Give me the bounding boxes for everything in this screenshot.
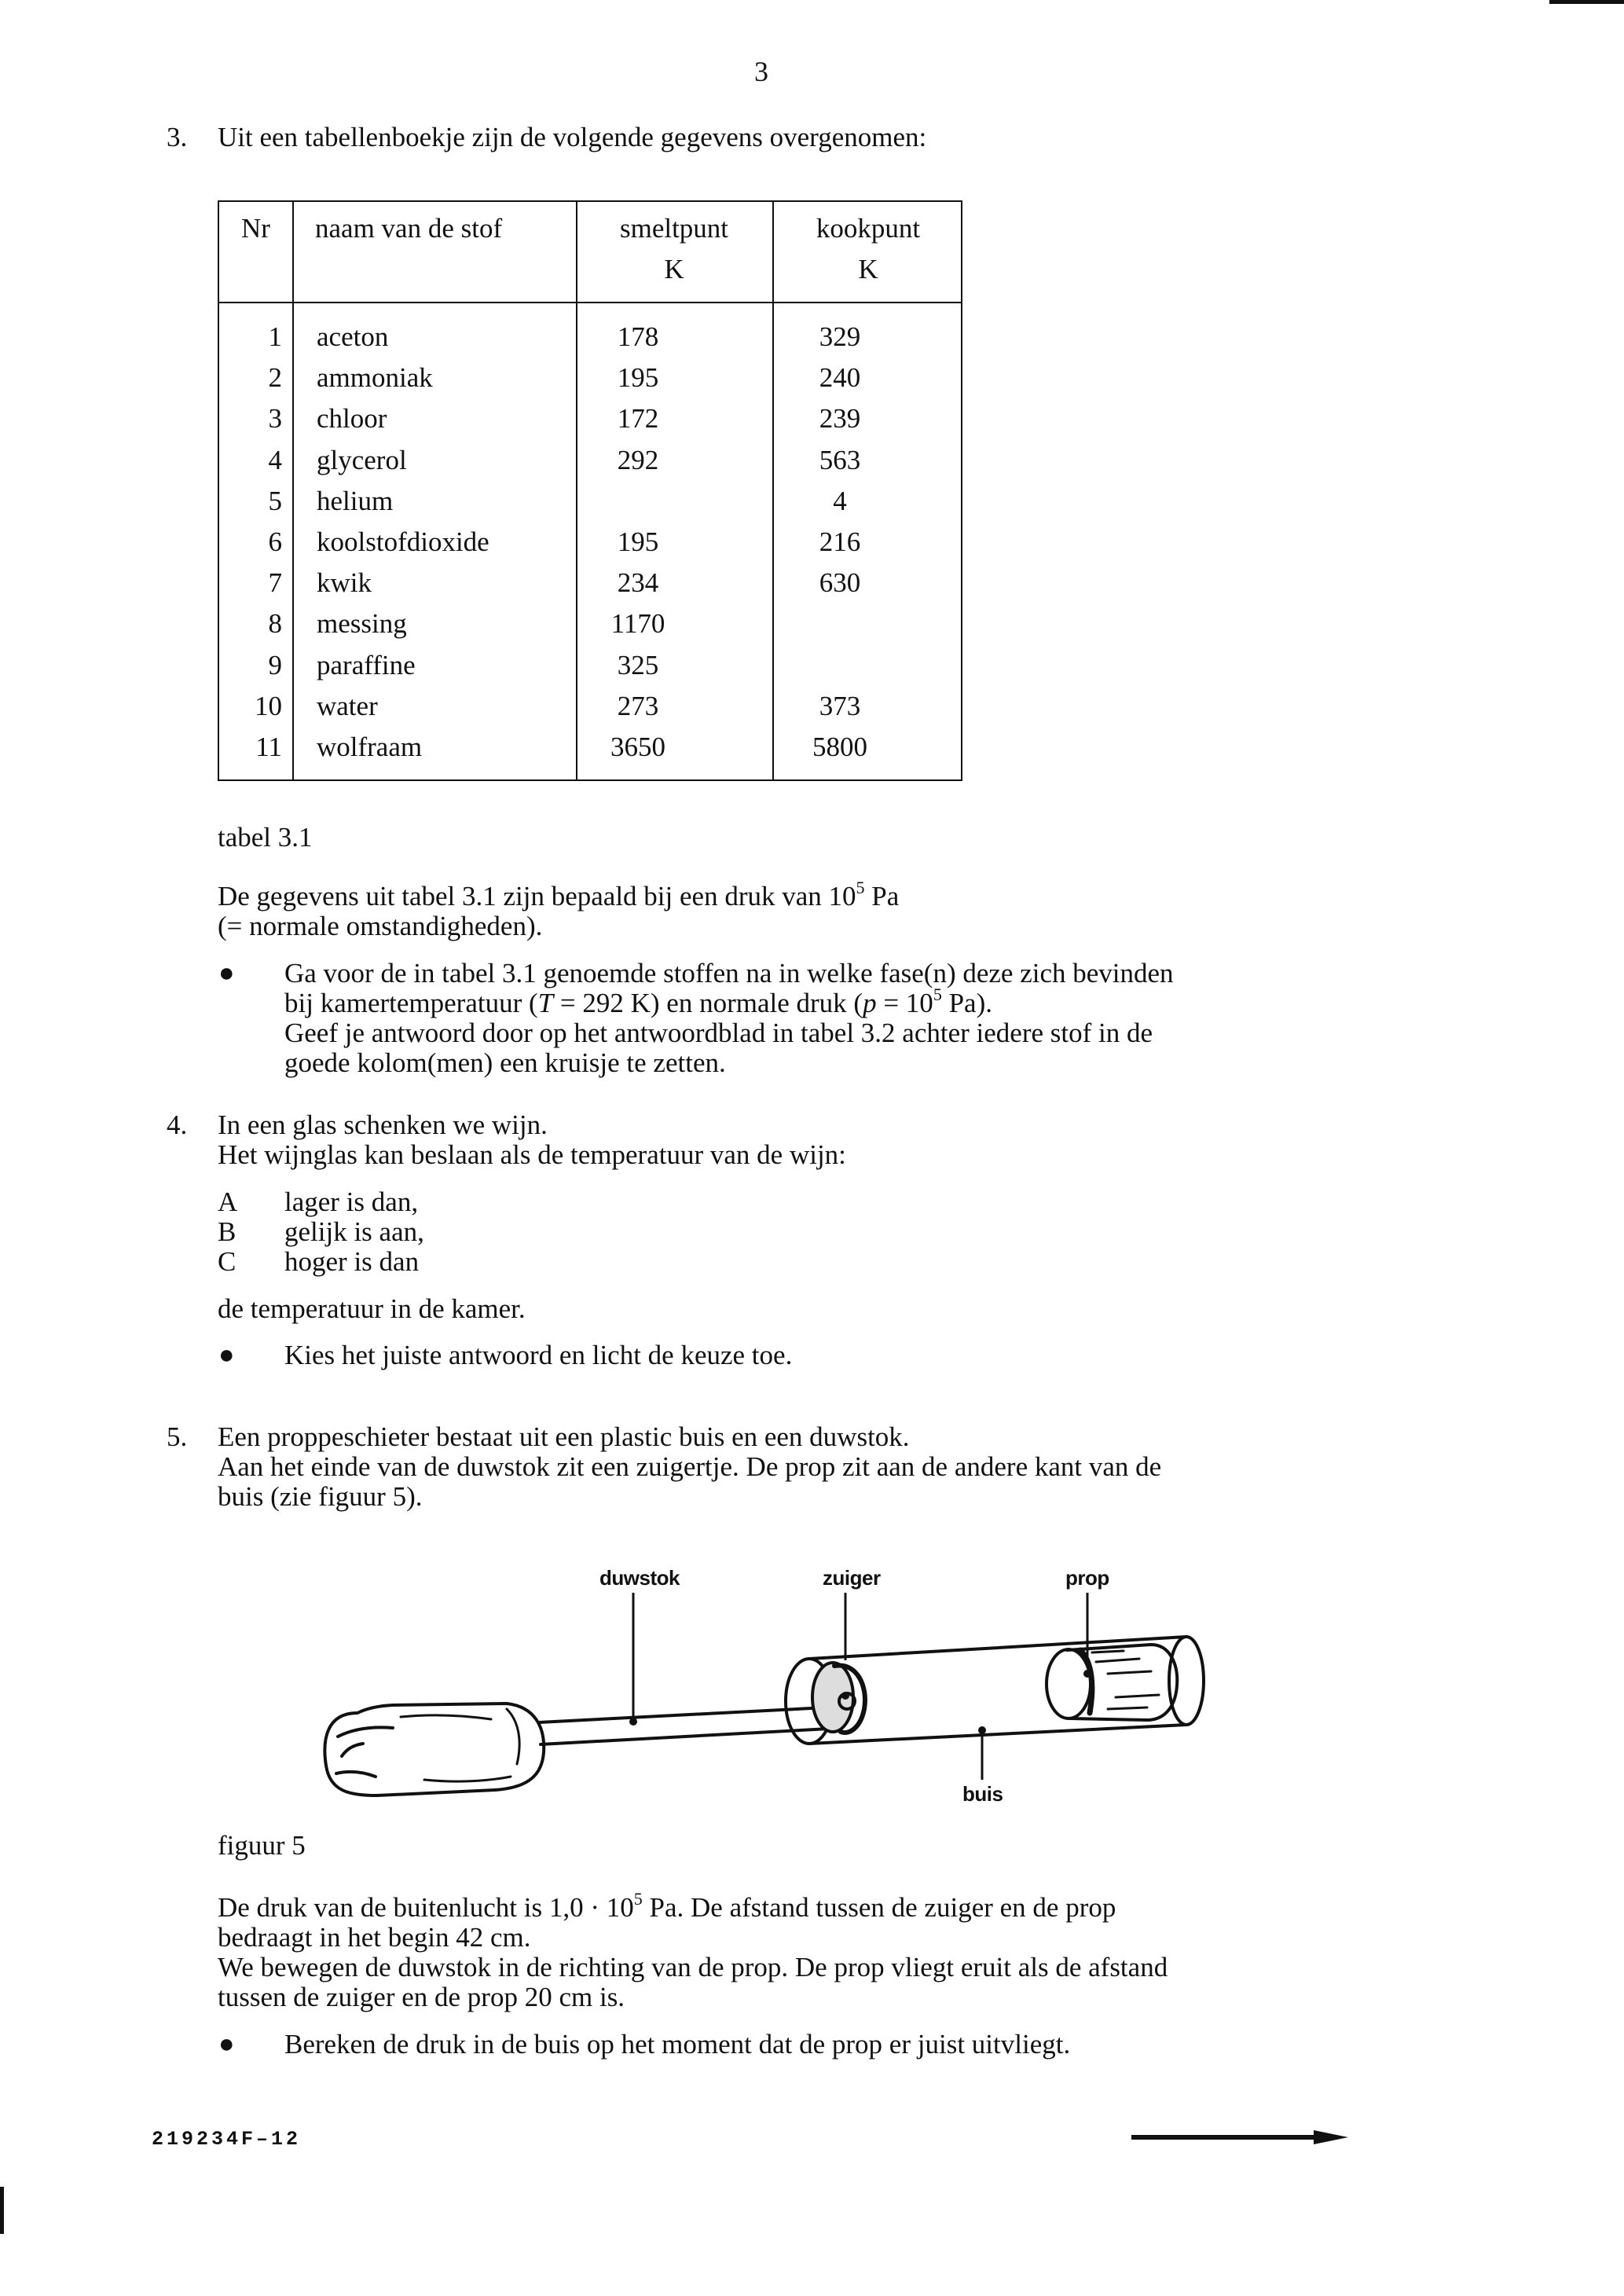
figure-caption: figuur 5 — [218, 1830, 306, 1861]
table-row — [219, 358, 961, 398]
table-row — [219, 563, 961, 603]
cell-nr: 9 — [268, 649, 282, 680]
cell-nr: 1 — [268, 321, 282, 352]
cell-nr: 7 — [268, 567, 282, 599]
table-row — [219, 481, 961, 522]
q5-paragraph-line1: De druk van de buitenlucht is $1,0 \cdot 10^5$ Pa. De afstand tussen de zuiger en de prop — [218, 1889, 1116, 1923]
cell-boiling-point: 5800 — [812, 732, 867, 762]
cell-name: messing — [317, 608, 407, 640]
bullet-icon: ● — [218, 1341, 235, 1370]
cell-name: koolstofdioxide — [317, 526, 489, 557]
cell-nr: 6 — [268, 526, 282, 557]
cell-melting-point: 234 — [617, 567, 659, 599]
q3-task-line4: goede kolom(men) een kruisje te zetten. — [284, 1047, 726, 1078]
cell-name: kwik — [317, 567, 372, 599]
cell-nr: 5 — [268, 485, 282, 516]
cell-nr: 4 — [268, 444, 282, 475]
question-3-number: 3. — [167, 122, 188, 152]
header-nr: Nr — [241, 213, 270, 244]
q3-task-line1: Ga voor de in tabel 3.1 genoemde stoffen na in welke fase(n) deze zich bevinden — [284, 958, 1174, 988]
cell-melting-point: 273 — [617, 690, 659, 721]
header-melt-unit: K — [664, 254, 684, 284]
q3-task-line2: bij kamertemperatuur (T = 292 K) en normale druk ($p = 10^5$ Pa). — [284, 985, 992, 1018]
cell-name: ammoniak — [317, 362, 433, 394]
option-b-letter: B — [218, 1216, 236, 1247]
cell-nr: 10 — [255, 690, 282, 721]
question-4-line2: Het wijnglas kan beslaan als de temperatuur van de wijn: — [218, 1139, 846, 1170]
table-row — [219, 645, 961, 686]
option-b-text: gelijk is aan, — [284, 1216, 424, 1247]
question-4-number: 4. — [167, 1109, 188, 1140]
q5-paragraph-line3: We bewegen de duwstok in de richting van de prop. De prop vliegt eruit als de afstand — [218, 1952, 1168, 1982]
cell-boiling-point: 239 — [819, 403, 861, 435]
question-5-number: 5. — [167, 1421, 188, 1452]
q3-paragraph-line2: (= normale omstandigheden). — [218, 911, 543, 941]
cell-name: helium — [317, 485, 394, 516]
bullet-icon: ● — [218, 959, 235, 988]
cell-name: water — [317, 690, 378, 721]
cell-melting-point: 3650 — [610, 732, 665, 762]
option-c-letter: C — [218, 1246, 236, 1277]
cell-name: paraffine — [317, 649, 416, 680]
q3-paragraph-line1: De gegevens uit tabel 3.1 zijn bepaald bij een druk van $10^5$ Pa — [218, 878, 900, 911]
table-row — [219, 522, 961, 563]
cell-boiling-point: 329 — [819, 321, 861, 352]
cell-nr: 8 — [268, 608, 282, 640]
table-row — [219, 603, 961, 644]
cell-boiling-point: 4 — [833, 485, 847, 516]
cell-melting-point: 172 — [617, 403, 659, 435]
table-row — [219, 727, 961, 768]
cell-boiling-point: 216 — [819, 526, 861, 557]
cell-nr: 11 — [255, 732, 282, 762]
bullet-icon: ● — [218, 2030, 235, 2059]
table-row — [219, 440, 961, 481]
cell-melting-point: 325 — [617, 649, 659, 680]
question-5-line1: Een proppeschieter bestaat uit een plastic buis en een duwstok. — [218, 1421, 910, 1452]
cell-boiling-point: 373 — [819, 690, 861, 721]
table-row — [219, 686, 961, 727]
question-5-line3: buis (zie figuur 5). — [218, 1481, 423, 1512]
figure-5-drawing — [306, 1560, 1234, 1819]
cell-boiling-point: 240 — [819, 362, 861, 394]
cell-melting-point: 292 — [617, 444, 659, 475]
data-table — [218, 200, 962, 781]
option-c-text: hoger is dan — [284, 1246, 420, 1277]
cell-name: glycerol — [317, 444, 407, 475]
header-boil: kookpunt — [816, 213, 921, 244]
question-4-after: de temperatuur in de kamer. — [218, 1293, 526, 1324]
document-code: 219234F–12 — [152, 2128, 302, 2151]
table-row — [219, 398, 961, 439]
cell-nr: 2 — [268, 362, 282, 394]
q5-paragraph-line4: tussen de zuiger en de prop 20 cm is. — [218, 1982, 625, 2012]
question-4-line1: In een glas schenken we wijn. — [218, 1109, 548, 1140]
cell-name: aceton — [317, 321, 389, 352]
header-melt: smeltpunt — [619, 213, 729, 244]
question-3-intro: Uit een tabellenboekje zijn de volgende gegevens overgenomen: — [218, 122, 927, 152]
cell-boiling-point: 630 — [819, 567, 861, 599]
q3-task-line3: Geef je antwoord door op het antwoordblad in tabel 3.2 achter iedere stof in de — [284, 1018, 1153, 1048]
header-boil-unit: K — [858, 254, 878, 284]
cell-name: wolfraam — [317, 732, 423, 762]
cell-melting-point: 195 — [617, 526, 659, 557]
cell-name: chloor — [317, 403, 387, 435]
option-a-letter: A — [218, 1187, 238, 1217]
page-number: 3 — [754, 56, 768, 87]
table-row — [219, 317, 961, 358]
scan-edge-mark — [1549, 0, 1624, 4]
question-5-line2: Aan het einde van de duwstok zit een zuigertje. De prop zit aan de andere kant van de — [218, 1451, 1162, 1482]
cell-melting-point: 178 — [617, 321, 659, 352]
cell-boiling-point: 563 — [819, 444, 861, 475]
option-a-text: lager is dan, — [284, 1187, 419, 1217]
label-prop: prop — [1065, 1566, 1109, 1590]
table-caption: tabel 3.1 — [218, 822, 313, 853]
question-5-task: Bereken de druk in de buis op het moment dat de prop er juist uitvliegt. — [284, 2029, 1071, 2059]
cell-melting-point: 1170 — [610, 608, 665, 640]
label-duwstok: duwstok — [599, 1566, 680, 1590]
question-4-task: Kies het juiste antwoord en licht de keuze toe. — [284, 1340, 793, 1370]
label-zuiger: zuiger — [823, 1566, 881, 1590]
cell-melting-point: 195 — [617, 362, 659, 394]
header-name: naam van de stof — [315, 213, 503, 244]
scan-edge-mark — [0, 2187, 4, 2234]
arrow-right-icon — [1131, 2125, 1351, 2149]
label-buis: buis — [962, 1782, 1003, 1806]
cell-nr: 3 — [268, 403, 282, 435]
q5-paragraph-line2: bedraagt in het begin 42 cm. — [218, 1922, 531, 1953]
